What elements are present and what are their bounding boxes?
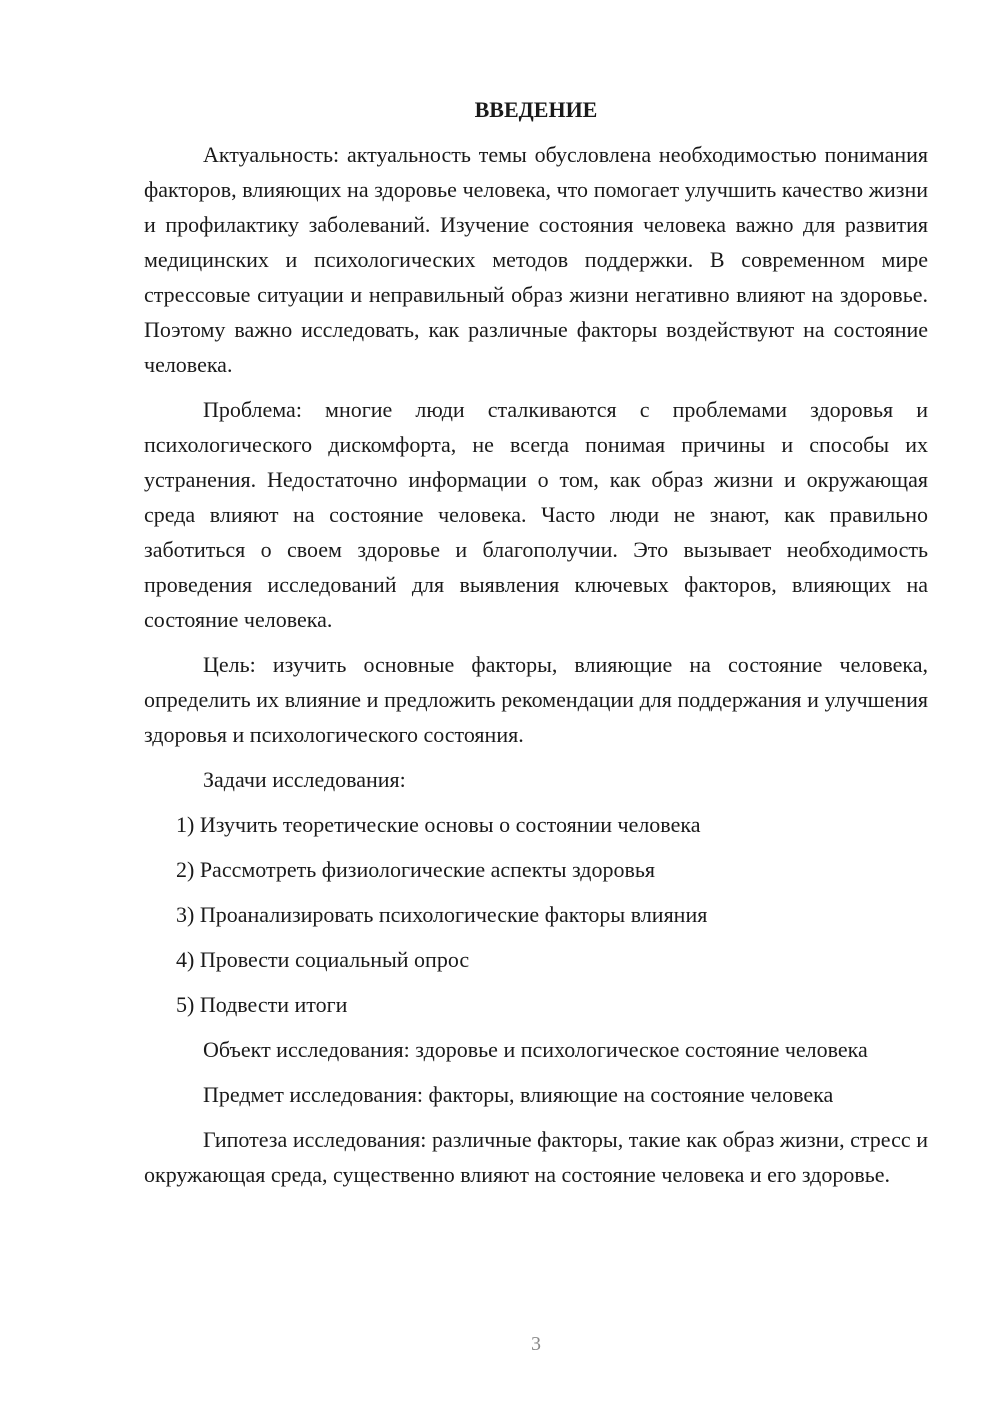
relevance-paragraph: Актуальность: актуальность темы обусловлена необходимостью понимания факторов, влияющих на здоровье человека, что помогает улучшить качество жизни и профилактику заболеваний. Изучение состояния человека важно для развития медицинских и психологических методов поддержки. В современном мире стрессовые ситуации и неправильный образ жизни негативно влияют на здоровье. Поэтому важно исследовать, как различные факторы воздействуют на состояние человека. [144,142,928,377]
page-number: 3 [531,1333,541,1355]
task-list [144,807,928,1022]
object-paragraph: Объект исследования: здоровье и психологическое состояние человека [203,1037,868,1062]
task-item: 5) Подвести итоги [176,992,348,1017]
task-item: 2) Рассмотреть физиологические аспекты здоровья [176,857,656,882]
section-title: ВВЕДЕНИЕ [474,97,598,122]
task-item: 4) Провести социальный опрос [176,947,470,972]
goal-paragraph: Цель: изучить основные факторы, влияющие на состояние человека, определить их влияние и предложить рекомендации для поддержания и улучшения здоровья и психологического состояния. [144,652,928,747]
tasks-heading: Задачи исследования: [203,767,406,792]
task-item: 1) Изучить теоретические основы о состоянии человека [176,812,701,837]
problem-paragraph: Проблема: многие люди сталкиваются с проблемами здоровья и психологического дискомфорта, не всегда понимая причины и способы их устранения. Недостаточно информации о том, как образ жизни и окружающая среда влияют на состояние человека. Часто люди не знают, как правильно заботиться о своем здоровье и благополучии. Это вызывает необходимость проведения исследований для выявления ключевых факторов, влияющих на состояние человека. [144,397,928,632]
hypothesis-paragraph: Гипотеза исследования: различные факторы, такие как образ жизни, стресс и окружающая среда, существенно влияют на состояние человека и его здоровье. [144,1127,928,1187]
task-item: 3) Проанализировать психологические факторы влияния [176,902,708,927]
document-page [144,95,928,1202]
subject-paragraph: Предмет исследования: факторы, влияющие на состояние человека [203,1082,834,1107]
